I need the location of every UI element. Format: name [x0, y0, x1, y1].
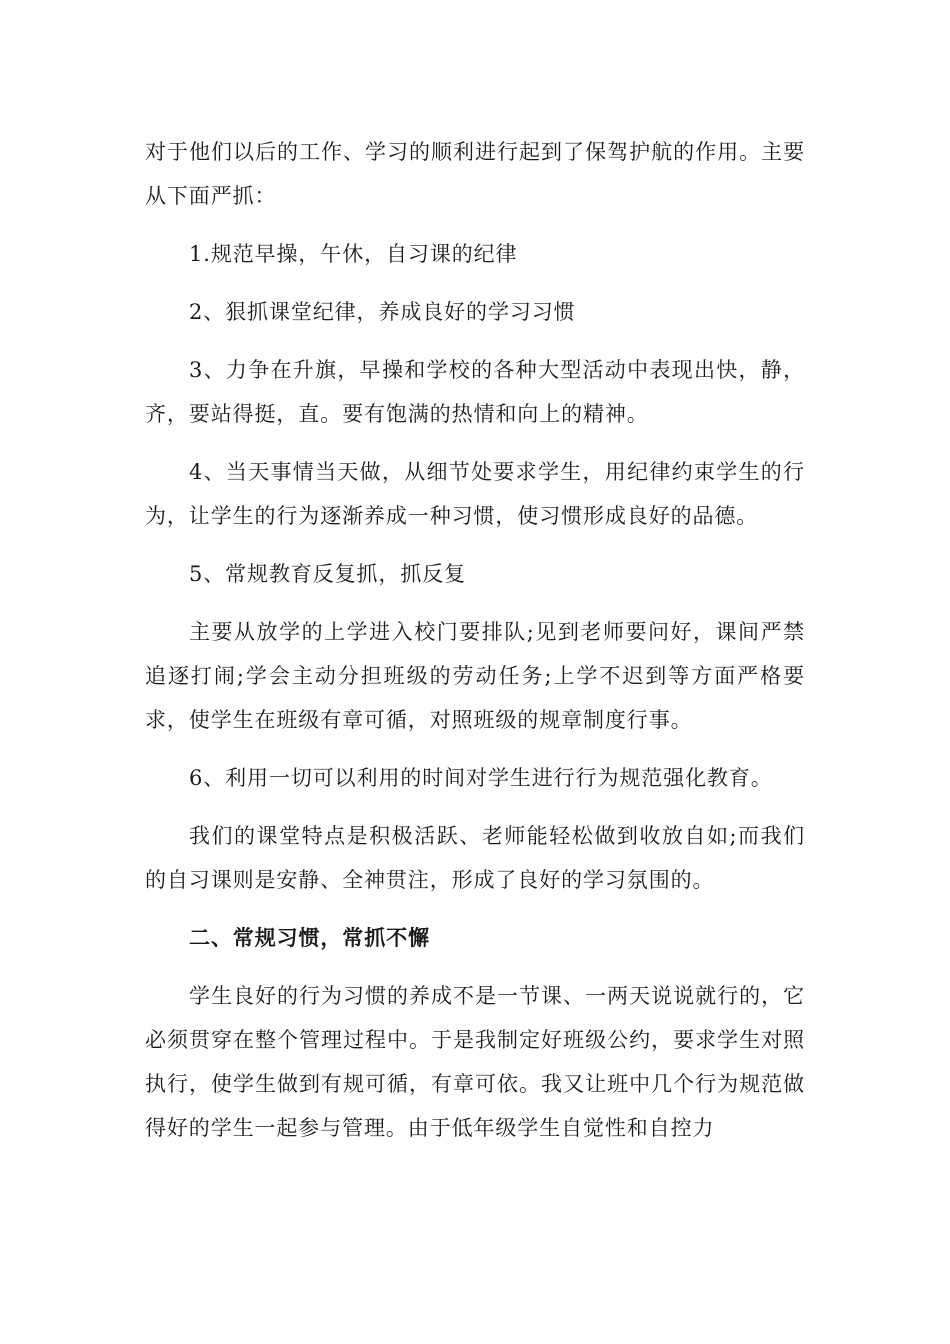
paragraph-intro-continued: 对于他们以后的工作、学习的顺利进行起到了保驾护航的作用。主要从下面严抓：: [145, 140, 805, 208]
list-item-4: 4、当天事情当天做，从细节处要求学生，用纪律约束学生的行为，让学生的行为逐渐养成一种习惯，使习惯形成良好的品德。: [145, 460, 805, 528]
paragraph-habits: 学生良好的行为习惯的养成不是一节课、一两天说说就行的，它必须贯穿在整个管理过程中。于是我制定好班级公约，要求学生对照执行，使学生做到有规可循，有章可依。我又让班中几个行为规范做得好的学生一起参与管理。由于低年级学生自觉性和自控力: [145, 984, 805, 1140]
list-item-6: 6、利用一切可以利用的时间对学生进行行为规范强化教育。: [189, 766, 773, 790]
paragraph-detail: 主要从放学的上学进入校门要排队;见到老师要问好，课间严禁追逐打闹;学会主动分担班级的劳动任务;上学不迟到等方面严格要求，使学生在班级有章可循，对照班级的规章制度行事。: [145, 620, 805, 732]
section-heading: 二、常规习惯，常抓不懈: [189, 926, 430, 950]
document-body: [145, 130, 805, 1150]
list-item-5: 5、常规教育反复抓，抓反复: [189, 562, 467, 586]
list-item-1: 1.规范早操，午休，自习课的纪律: [189, 242, 518, 266]
list-item-2: 2、狠抓课堂纪律，养成良好的学习习惯: [189, 300, 576, 324]
paragraph-classroom: 我们的课堂特点是积极活跃、老师能轻松做到收放自如;而我们的自习课则是安静、全神贯注，形成了良好的学习氛围的。: [145, 824, 805, 892]
list-item-3: 3、力争在升旗，早操和学校的各种大型活动中表现出快，静，齐，要站得挺，直。要有饱满的热情和向上的精神。: [145, 358, 805, 426]
